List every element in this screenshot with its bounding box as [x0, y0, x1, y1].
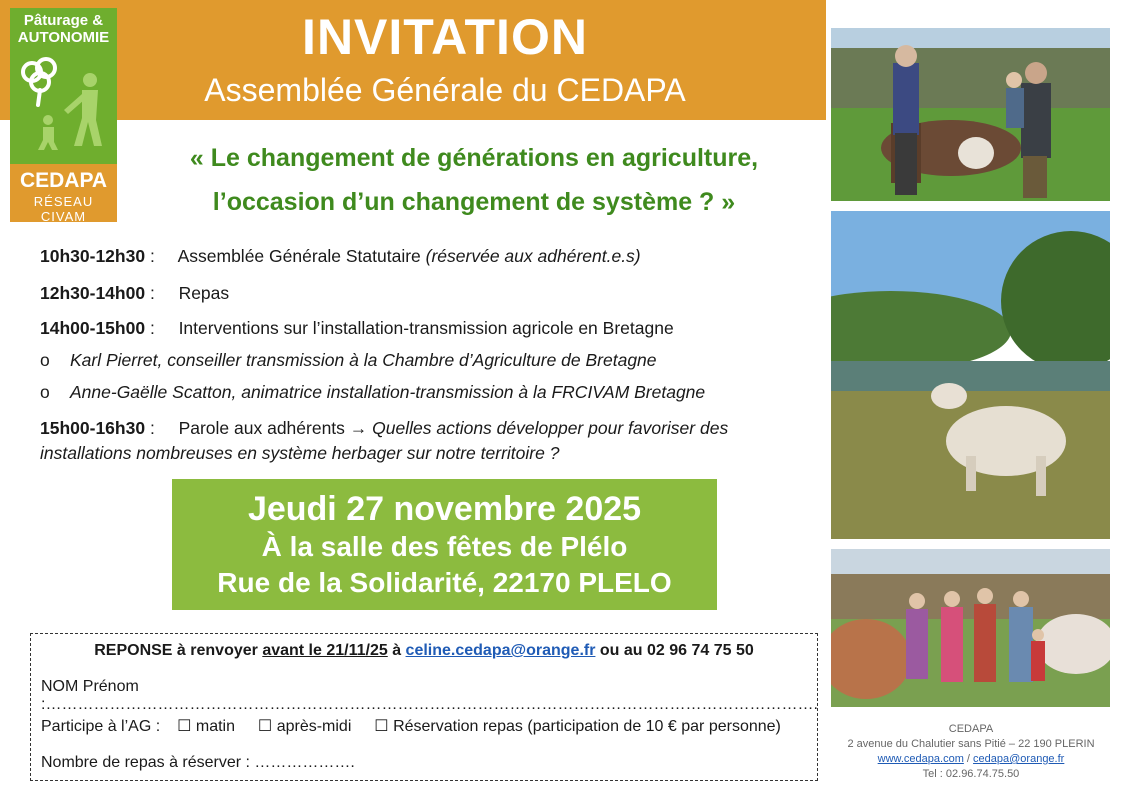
photo-farmers-cow	[831, 28, 1110, 201]
footer-email-link[interactable]: cedapa@orange.fr	[973, 753, 1065, 765]
footer-org: CEDAPA	[948, 723, 994, 735]
program-text: Interventions sur l’installation-transmission agricole en Bretagne	[178, 318, 674, 338]
photo-group-cows	[831, 549, 1110, 707]
farmers-cow-image	[831, 28, 1110, 201]
event-address: Rue de la Solidarité, 22170 PLELO	[217, 567, 672, 598]
option-repas: Réservation repas (participation de 10 € par personne)	[393, 718, 781, 735]
speaker-text: Karl Pierret, conseiller transmission à la Chambre d’Agriculture de Bretagne	[70, 350, 657, 370]
participation-row	[41, 716, 781, 736]
program-text: Parole aux adhérents →	[178, 418, 373, 438]
assembly-subtitle: Assemblée Générale du CEDAPA	[204, 72, 686, 108]
bullet-icon: o	[40, 382, 50, 402]
program-text: Assemblée Générale Statutaire	[177, 246, 426, 266]
program-item-2	[40, 283, 229, 304]
program-sep: :	[145, 418, 155, 438]
event-date: Jeudi 27 novembre 2025	[247, 490, 642, 528]
program-question-2: installations nombreuses en système herbager sur notre territoire ?	[40, 443, 560, 463]
logo-figures-icon	[10, 50, 117, 150]
meals-field[interactable]: Nombre de repas à réserver : ……………….	[41, 754, 355, 771]
footer-address: 2 avenue du Chalutier sans Pitié – 22 190 PLERIN	[847, 738, 1095, 750]
speaker-1	[40, 350, 657, 371]
program-time: 15h00-16h30	[40, 418, 146, 438]
program-time: 14h00-15h00	[40, 318, 146, 338]
program-time: 10h30-12h30	[40, 246, 146, 266]
logo-line-autonomie: AUTONOMIE	[17, 29, 110, 46]
program-sep: :	[145, 318, 155, 338]
theme-quote	[120, 136, 828, 224]
program-text: Repas	[178, 283, 230, 303]
footer-tel: Tel : 02.96.74.75.50	[922, 768, 1020, 780]
footer-website-link[interactable]: www.cedapa.com	[877, 753, 964, 765]
event-box	[172, 479, 717, 610]
reply-mid: à	[387, 642, 406, 659]
checkbox-matin[interactable]: ☐	[177, 718, 192, 735]
reply-lead: REPONSE à renvoyer	[94, 642, 263, 659]
sheep-image	[831, 211, 1110, 539]
program-note: (réservée aux adhérent.e.s)	[425, 246, 641, 266]
reply-deadline: avant le 21/11/25	[262, 642, 388, 659]
logo-network: RÉSEAU CIVAM	[33, 194, 94, 222]
option-apres-midi: après-midi	[276, 718, 352, 735]
option-matin: matin	[195, 718, 235, 735]
theme-line-2: l’occasion d’un changement de système ? »	[212, 188, 736, 216]
cedapa-logo	[10, 8, 117, 222]
program-question-1: Quelles actions développer pour favoriser des	[372, 418, 729, 438]
speaker-2	[40, 382, 705, 403]
program-item-3	[40, 318, 674, 339]
program-sep: :	[145, 283, 155, 303]
logo-name: CEDAPA	[19, 169, 108, 192]
program-sep: :	[145, 246, 155, 266]
theme-line-1: « Le changement de générations en agriculture,	[189, 144, 759, 172]
reply-instructions	[31, 642, 817, 660]
event-place: À la salle des fêtes de Plélo	[261, 531, 628, 562]
reply-email-link[interactable]: celine.cedapa@orange.fr	[405, 642, 596, 659]
program-time: 12h30-14h00	[40, 283, 146, 303]
group-cows-image	[831, 549, 1110, 707]
invitation-title: INVITATION	[302, 9, 588, 65]
logo-line-paturage: Pâturage &	[23, 12, 104, 29]
reply-phone: ou au 02 96 74 75 50	[595, 642, 754, 659]
bullet-icon: o	[40, 350, 50, 370]
program-item-4	[40, 416, 800, 466]
checkbox-repas[interactable]: ☐	[374, 718, 389, 735]
program-item-1	[40, 246, 641, 267]
reply-form	[30, 633, 818, 781]
footer-slash: /	[963, 753, 974, 765]
name-field[interactable]: NOM Prénom :……………………………………………………………………………………………………………………………….	[41, 678, 818, 713]
speaker-text: Anne-Gaëlle Scatton, animatrice installation-transmission à la FRCIVAM Bretagne	[70, 382, 706, 402]
participation-label: Participe à l’AG :	[41, 718, 161, 735]
footer-contact	[826, 722, 1116, 782]
checkbox-apres-midi[interactable]: ☐	[257, 718, 273, 735]
photo-sheep	[831, 211, 1110, 539]
